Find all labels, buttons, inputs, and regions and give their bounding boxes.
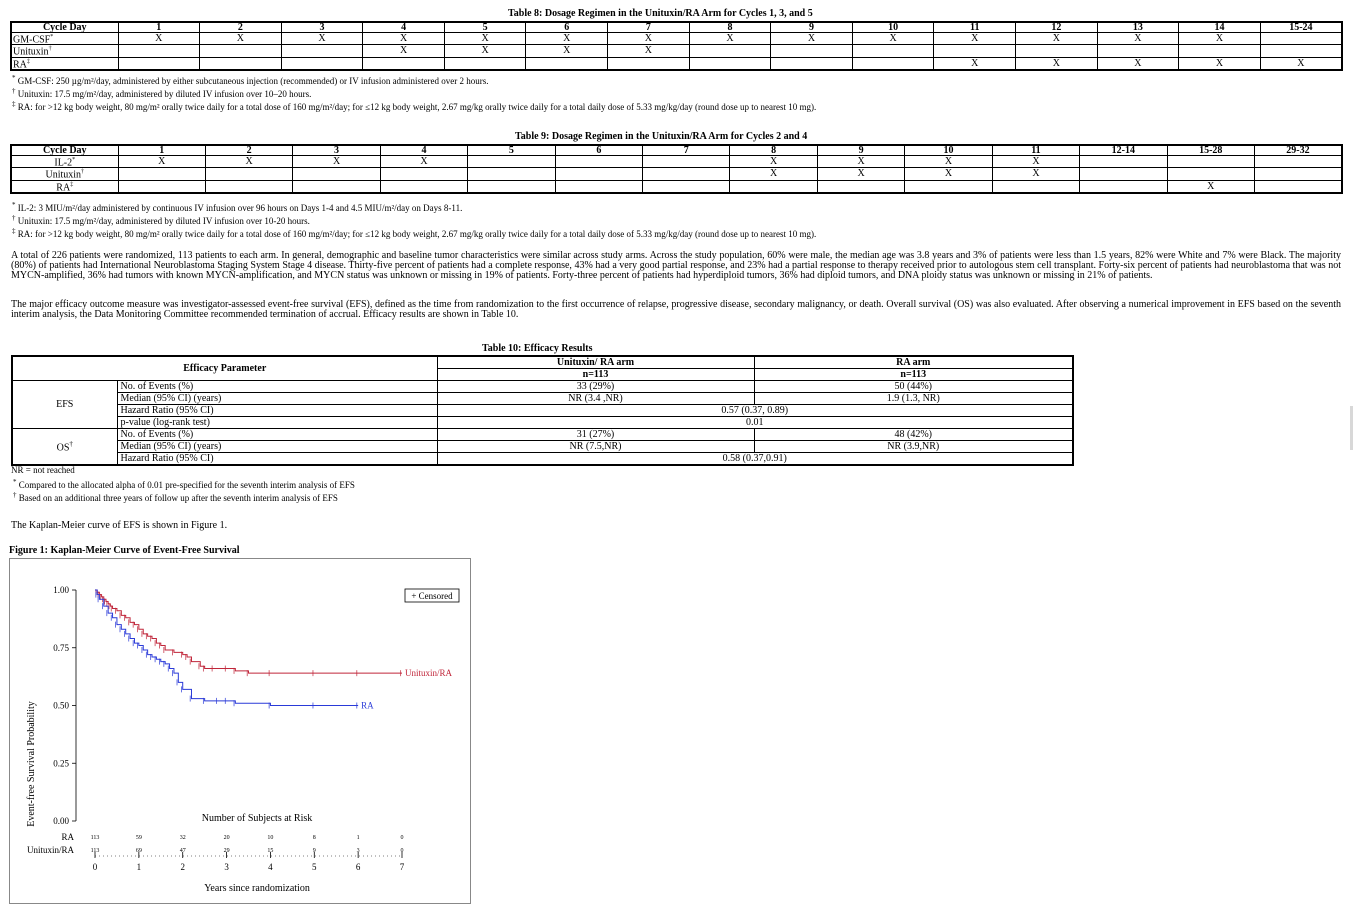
y-tick-label: 1.00 [53, 585, 69, 595]
os-median-label: Median (95% CI) (years) [117, 441, 437, 453]
table9-row-label: RA‡ [11, 180, 118, 193]
y-tick-label: 0.50 [53, 700, 69, 711]
table8-day-header: 1 [118, 22, 200, 33]
x-tick-label: 1 [136, 862, 142, 872]
at-risk-value: 0 [400, 835, 404, 841]
table8-row-label: Unituxin† [11, 45, 118, 57]
series-label: Unituxin/RA [405, 668, 453, 679]
table9-cell [293, 168, 380, 180]
table9-cell: X [905, 156, 992, 168]
table8-cell: X [363, 33, 445, 45]
x-tick-label: 0 [92, 862, 98, 872]
table8-cell: X [200, 33, 282, 45]
table8-cell [444, 57, 526, 70]
table9-day-header: 3 [293, 145, 380, 156]
efs-events-arm1: 33 (29%) [437, 381, 754, 393]
table9-cell [468, 156, 555, 168]
table9-cell [905, 180, 992, 193]
at-risk-value: 8 [312, 835, 316, 841]
km-figure [9, 558, 471, 904]
table8-cell: X [689, 33, 771, 45]
table9-cell: X [1167, 180, 1254, 193]
table9-cell [555, 168, 642, 180]
table9-cell [643, 156, 730, 168]
table8-cell: X [852, 33, 934, 45]
table8-cell: X [526, 33, 608, 45]
table8-cell: X [526, 45, 608, 57]
table9-cell [817, 180, 904, 193]
table9-cell [293, 180, 380, 193]
table9-cell [1080, 156, 1167, 168]
at-risk-row-label: Unituxin/RA [26, 845, 74, 855]
table8-cell: X [934, 33, 1016, 45]
table9-day-header: 15-28 [1167, 145, 1254, 156]
series-label: RA [361, 700, 374, 711]
table8-cell: X [934, 57, 1016, 70]
table8-cell [1016, 45, 1098, 57]
table8-footnote-3: ‡ RA: for >12 kg body weight, 80 mg/m² orally twice daily for a total dose of 160 mg/m²/day; for ≤12 kg body weight, 2.67 mg/kg orally twice daily for a total daily dose of 5.33 mg/kg/day (round dose up to nearest 10 mg). [12, 100, 817, 112]
table9-day-header: 10 [905, 145, 992, 156]
efs-events-arm2: 50 (44%) [754, 381, 1073, 393]
arm1-header: Unituxin/ RA arm [437, 356, 754, 369]
table8-cell: X [1016, 33, 1098, 45]
table8-day-header: 2 [200, 22, 282, 33]
table8-cell [1179, 45, 1261, 57]
table10-note-alpha: * Compared to the allocated alpha of 0.01 pre-specified for the seventh interim analysis of EFS [13, 478, 355, 490]
table8-footnote-2: † Unituxin: 17.5 mg/m²/day, administered by diluted IV infusion over 10–20 hours. [12, 87, 312, 99]
table9-cell [555, 180, 642, 193]
table9-day-header: 9 [817, 145, 904, 156]
table8-day-header: 12 [1016, 22, 1098, 33]
efficacy-param-header: Efficacy Parameter [12, 356, 437, 381]
table8-cell [608, 57, 690, 70]
table9-day-header: 5 [468, 145, 555, 156]
figure-caption: Figure 1: Kaplan-Meier Curve of Event-Free Survival [9, 545, 240, 556]
table8-cell: X [1260, 57, 1342, 70]
os-events-label: No. of Events (%) [117, 429, 437, 441]
table8-cell [934, 45, 1016, 57]
arm1-n: n=113 [437, 369, 754, 381]
paragraph-demographics: A total of 226 patients were randomized, 113 patients to each arm. In general, demographic and baseline tumor characteristics were similar across study arms. Across the study population, 60% were male, the median age was 3.8 years and 3% of patients were less than 1.5 years, 82% were White and 7% were Black. The majority (80%) of patients had International Neuroblastoma Staging System Stage 4 disease. Thirty-five percent of patients had a complete response, 43% had a very good partial response, and 23% had a partial response to therapy received prior to autologous stem cell transplant. Forty-six percent of patients had neuroblastoma that was not MYCN-amplified, 36% had tumors with known MYCN-amplification, and MYCN status was unknown or missing in 19% of patients. Forty-three percent of patients had hyperdiploid tumors, 36% had diploid tumors, and DNA ploidy status was unknown or missing in 21% of patients. [11, 250, 1341, 281]
table8-cell [1260, 45, 1342, 57]
table9-day-header: 2 [205, 145, 292, 156]
table8-caption: Table 8: Dosage Regimen in the Unituxin/RA Arm for Cycles 1, 3, and 5 [508, 8, 813, 19]
table9-cell: X [817, 168, 904, 180]
table9-row-label: Unituxin† [11, 168, 118, 180]
table9-row-label: IL-2* [11, 156, 118, 168]
table8-cell [281, 57, 363, 70]
table9-day-header: 4 [380, 145, 467, 156]
table9-footnote-2: † Unituxin: 17.5 mg/m²/day, administered by diluted IV infusion over 10-20 hours. [12, 214, 310, 226]
legend-censored: + Censored [411, 591, 453, 601]
table8-cell [852, 57, 934, 70]
table9-cell [468, 168, 555, 180]
efs-hr-label: Hazard Ratio (95% CI) [117, 405, 437, 417]
table8-header-label: Cycle Day [11, 22, 118, 33]
table8-cell: X [608, 33, 690, 45]
table10-note-nr: NR = not reached [11, 465, 75, 475]
table9-day-header: 29-32 [1254, 145, 1341, 156]
table10-caption: Table 10: Efficacy Results [482, 343, 593, 354]
at-risk-title: Number of Subjects at Risk [201, 813, 313, 824]
table9-day-header: 6 [555, 145, 642, 156]
os-events-arm1: 31 (27%) [437, 429, 754, 441]
x-tick-label: 6 [355, 862, 361, 872]
x-tick-label: 7 [399, 862, 405, 872]
table8-day-header: 8 [689, 22, 771, 33]
at-risk-value: 59 [135, 835, 142, 841]
os-median-arm2: NR (3.9,NR) [754, 441, 1073, 453]
table8-cell: X [363, 45, 445, 57]
table9-cell [1167, 168, 1254, 180]
table9-cell: X [817, 156, 904, 168]
table8-cell [526, 57, 608, 70]
table8-day-header: 15-24 [1260, 22, 1342, 33]
table9-cell: X [992, 168, 1079, 180]
table9-cell [1167, 156, 1254, 168]
y-tick-label: 0.25 [53, 758, 69, 769]
table9-footnote-1: * IL-2: 3 MIU/m²/day administered by continuous IV infusion over 96 hours on Days 1-4 and 4.5 MIU/m²/day on Days 8-11. [12, 201, 463, 213]
table9-caption: Table 9: Dosage Regimen in the Unituxin/RA Arm for Cycles 2 and 4 [515, 131, 808, 142]
table9-footnote-3: ‡ RA: for >12 kg body weight, 80 mg/m² orally twice daily for a total dose of 160 mg/m²/day; for ≤12 kg body weight, 2.67 mg/kg orally twice daily for a total daily dose of 5.33 mg/kg/day (round dose up to nearest 10 mg). [12, 227, 817, 239]
table9-cell [380, 168, 467, 180]
table9-cell [1254, 156, 1341, 168]
table9-day-header: 11 [992, 145, 1079, 156]
at-risk-value: 47 [179, 848, 186, 854]
at-risk-value: 10 [267, 835, 274, 841]
paragraph-efficacy: The major efficacy outcome measure was investigator-assessed event-free survival (EFS), defined as the time from randomization to the first occurrence of relapse, progressive disease, secondary malignancy, or death. Overall survival (OS) was also evaluated. After observing a numerical improvement in EFS based on the seventh interim analysis, the Data Monitoring Committee recommended termination of accrual. Efficacy results are shown in Table 10. [11, 299, 1341, 320]
table8-footnote-1: * GM-CSF: 250 µg/m²/day, administered by either subcutaneous injection (recommended) or IV infusion administered over 2 hours. [12, 74, 489, 86]
km-curve-0 [95, 590, 402, 673]
table9-cell [643, 168, 730, 180]
at-risk-value: 32 [179, 835, 186, 841]
table8-cell [281, 45, 363, 57]
efs-median-arm1: NR (3.4 ,NR) [437, 393, 754, 405]
table8-day-header: 6 [526, 22, 608, 33]
table8-cell [118, 57, 200, 70]
km-curve-1 [95, 590, 358, 706]
table9-cell [1080, 168, 1167, 180]
table8-day-header: 14 [1179, 22, 1261, 33]
table8-day-header: 7 [608, 22, 690, 33]
table8-cell [1097, 45, 1179, 57]
table8-row-label: RA‡ [11, 57, 118, 70]
y-axis-label: Event-free Survival Probability [26, 701, 37, 827]
x-tick-label: 5 [312, 862, 317, 872]
table9-day-header: 1 [118, 145, 205, 156]
table8-day-header: 5 [444, 22, 526, 33]
at-risk-value: 113 [90, 835, 100, 841]
table8-day-header: 13 [1097, 22, 1179, 33]
table9-cell [118, 180, 205, 193]
efs-label: EFS [12, 381, 117, 429]
table8-cell: X [1179, 33, 1261, 45]
table9-cell [1080, 180, 1167, 193]
y-tick-label: 0.75 [53, 642, 69, 653]
table8-cell: X [771, 33, 853, 45]
x-axis-label: Years since randomization [204, 883, 310, 894]
table9-cell [643, 180, 730, 193]
table8-cell: X [1179, 57, 1261, 70]
table9-cell: X [730, 168, 817, 180]
table9-cell [380, 180, 467, 193]
table8-cell: X [444, 45, 526, 57]
table9-cell [1254, 168, 1341, 180]
os-label: OS† [12, 429, 117, 466]
table8-day-header: 3 [281, 22, 363, 33]
table8-cell [363, 57, 445, 70]
table8-day-header: 10 [852, 22, 934, 33]
table8-day-header: 4 [363, 22, 445, 33]
table8-cell [689, 45, 771, 57]
y-tick-label: 0.00 [53, 816, 69, 826]
table8-cell [771, 45, 853, 57]
table8-cell: X [608, 45, 690, 57]
table9-cell [205, 168, 292, 180]
at-risk-value: 3 [356, 848, 360, 854]
table8-cell: X [1016, 57, 1098, 70]
table9-cell: X [380, 156, 467, 168]
table9-cell: X [992, 156, 1079, 168]
table9-cell [468, 180, 555, 193]
os-hr: 0.58 (0.37,0.91) [437, 453, 1073, 466]
table9-cell: X [205, 156, 292, 168]
at-risk-value: 15 [267, 848, 274, 854]
efs-events-label: No. of Events (%) [117, 381, 437, 393]
arm2-header: RA arm [754, 356, 1073, 369]
efs-median-arm2: 1.9 (1.3, NR) [754, 393, 1073, 405]
table9-cell [1254, 180, 1341, 193]
os-events-arm2: 48 (42%) [754, 429, 1073, 441]
x-tick-label: 2 [180, 862, 185, 872]
table9-day-header: 12-14 [1080, 145, 1167, 156]
table8-cell [689, 57, 771, 70]
table8-cell [118, 45, 200, 57]
x-tick-label: 3 [224, 862, 229, 872]
efs-p: 0.01 [437, 417, 1073, 429]
table9-cell: X [118, 156, 205, 168]
table8-cell: X [1097, 57, 1179, 70]
at-risk-value: 29 [223, 848, 230, 854]
km-chart [10, 559, 470, 903]
table9 [10, 144, 1343, 194]
table9-cell: X [293, 156, 380, 168]
table9-cell [205, 180, 292, 193]
table9-header-label: Cycle Day [11, 145, 118, 156]
km-intro-text: The Kaplan-Meier curve of EFS is shown in Figure 1. [11, 520, 228, 531]
efs-p-label: p-value (log-rank test) [117, 417, 437, 429]
efs-median-label: Median (95% CI) (years) [117, 393, 437, 405]
table9-cell [555, 156, 642, 168]
table9-cell: X [905, 168, 992, 180]
table8 [10, 21, 1343, 71]
at-risk-value: 20 [223, 835, 230, 841]
table8-cell [200, 45, 282, 57]
table9-cell [118, 168, 205, 180]
os-median-arm1: NR (7.5,NR) [437, 441, 754, 453]
table9-day-header: 8 [730, 145, 817, 156]
table8-cell [771, 57, 853, 70]
table8-cell: X [281, 33, 363, 45]
table8-day-header: 9 [771, 22, 853, 33]
arm2-n: n=113 [754, 369, 1073, 381]
table8-cell: X [444, 33, 526, 45]
table8-cell: X [118, 33, 200, 45]
table9-cell: X [730, 156, 817, 168]
table8-row-label: GM-CSF* [11, 33, 118, 45]
at-risk-value: 1 [356, 835, 360, 841]
table8-cell [200, 57, 282, 70]
table10 [11, 355, 1074, 466]
at-risk-value: 9 [312, 848, 316, 854]
at-risk-row-label: RA [61, 832, 74, 842]
os-hr-label: Hazard Ratio (95% CI) [117, 453, 437, 466]
table8-cell [1260, 33, 1342, 45]
at-risk-value: 69 [135, 848, 142, 854]
table9-cell [992, 180, 1079, 193]
table10-note-followup: † Based on an additional three years of follow up after the seventh interim analysis of EFS [13, 491, 338, 503]
at-risk-value: 113 [90, 848, 100, 854]
table8-day-header: 11 [934, 22, 1016, 33]
x-tick-label: 4 [268, 862, 273, 872]
table8-cell [852, 45, 934, 57]
table8-cell: X [1097, 33, 1179, 45]
at-risk-value: 0 [400, 848, 404, 854]
table9-day-header: 7 [643, 145, 730, 156]
efs-hr: 0.57 (0.37, 0.89) [437, 405, 1073, 417]
table9-cell [730, 180, 817, 193]
